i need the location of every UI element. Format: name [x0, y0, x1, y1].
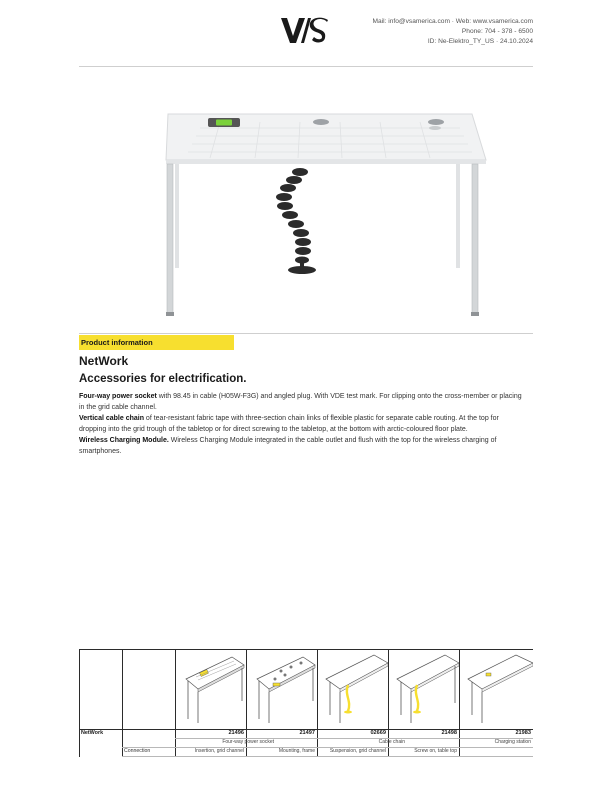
table-row-divider	[122, 756, 533, 757]
connection-value: Screw on, table top	[414, 748, 457, 754]
description-cable-chain: Vertical cable chain of tear-resistant fabric tape with three-section chain links of flexible plastic for separate cable routing. At the top for dropping into the grid trough of the tabletop or for direct screwing to the tabletop, at the bottom with arctic-coloured floor plate.	[79, 415, 499, 433]
table-row-label: NetWork	[81, 730, 104, 736]
connection-value: Insertion, grid channel	[194, 748, 244, 754]
vs-logo-icon	[281, 14, 331, 46]
product-image	[160, 108, 490, 326]
contact-block	[373, 17, 533, 47]
header-divider	[79, 66, 533, 67]
article-number: 02669	[370, 730, 386, 736]
product-table	[79, 649, 533, 757]
thumbnail-21498	[389, 649, 459, 729]
description-power-socket: Four-way power socket with 98.45 in cable (H05W-F3G) and angled plug. With VDE test mark. For clipping onto the cross-member or placing in the grid cable channel.	[79, 393, 522, 411]
table-vline	[79, 649, 80, 757]
article-number: 21497	[299, 730, 315, 736]
vs-logo	[281, 14, 331, 46]
description-block	[79, 391, 527, 457]
product-subtitle: Accessories for electrification.	[79, 373, 247, 385]
section-badge: Product information	[79, 335, 234, 350]
connection-value: Suspension, grid channel	[329, 748, 386, 754]
document-id: ID: Ne-Elektro_TY_US · 24.10.2024	[427, 38, 533, 45]
group-label-power-socket: Four-way power socket	[222, 739, 274, 745]
thumbnail-02669	[318, 649, 388, 729]
section-divider	[79, 333, 533, 334]
article-number: 21983	[515, 730, 531, 736]
group-label-cable-chain: Cable chain	[378, 739, 405, 745]
article-number: 21496	[228, 730, 244, 736]
description-charging-module: Wireless Charging Module. Wireless Charging Module integrated in the cable outlet and flush with the top for the wireless charging of smartphones.	[79, 437, 497, 455]
article-number: 21498	[441, 730, 457, 736]
connection-label: Connection	[124, 748, 151, 754]
contact-mail-web: Mail: info@vsamerica.com · Web: www.vsamerica.com	[372, 18, 533, 25]
connection-value: Mounting, frame	[278, 748, 315, 754]
table-vline	[122, 649, 123, 757]
product-name: NetWork	[79, 354, 129, 368]
thumbnail-21983	[460, 649, 533, 729]
group-label-charging-station: Charging station	[494, 739, 531, 745]
contact-phone: Phone: 704 - 378 - 6500	[461, 28, 533, 35]
thumbnail-21496	[176, 649, 246, 729]
thumbnail-21497	[247, 649, 317, 729]
